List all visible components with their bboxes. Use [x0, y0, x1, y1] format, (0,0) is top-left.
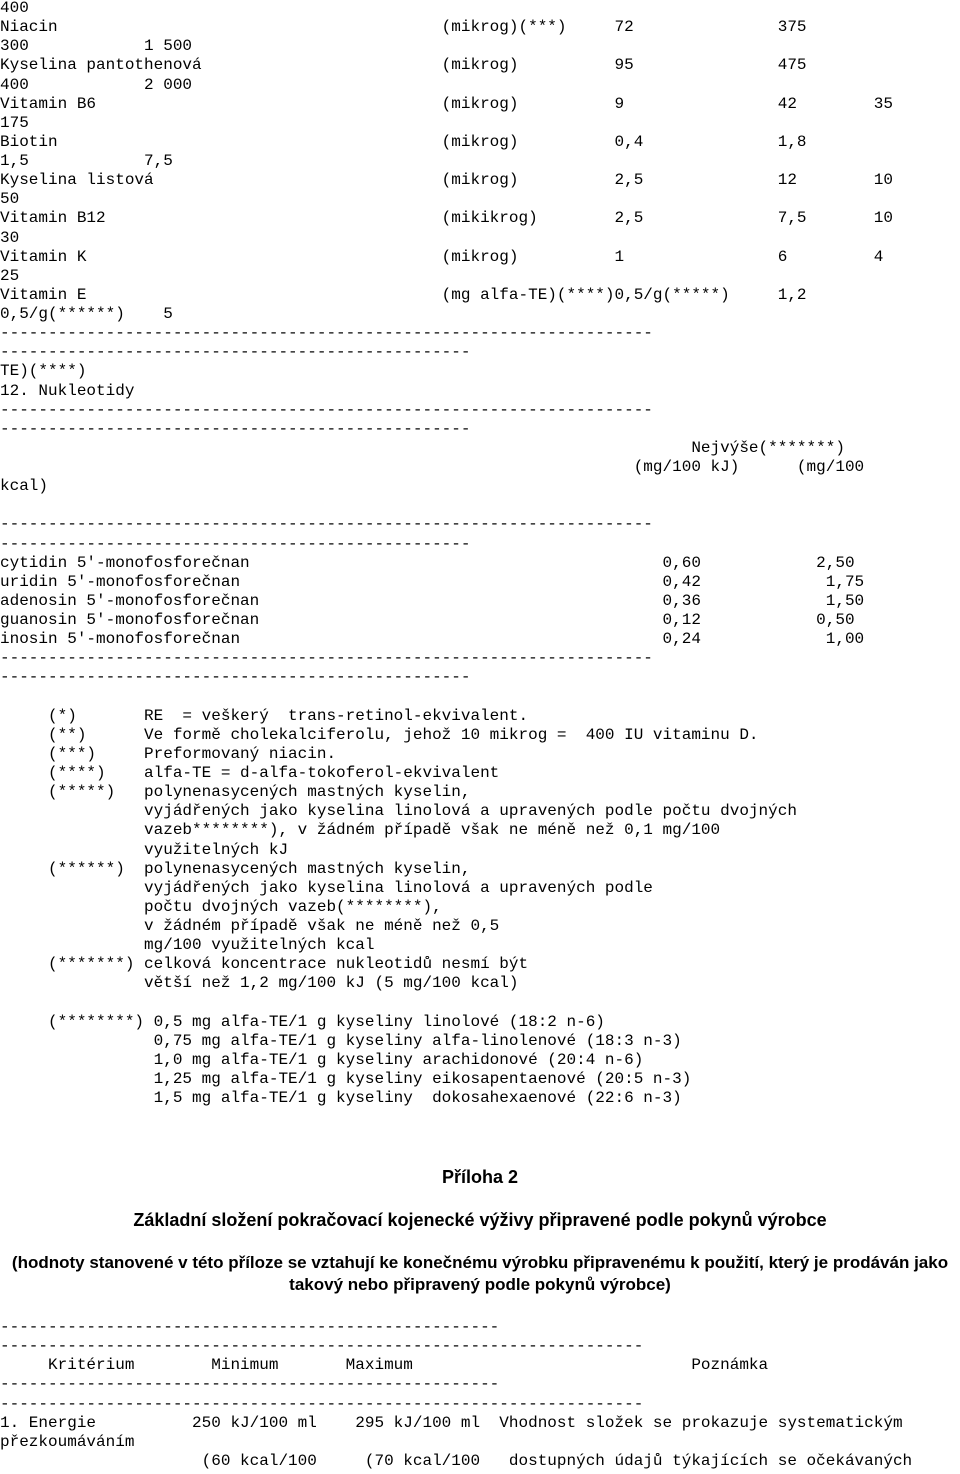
text-line: (***) Preformovaný niacin. [0, 744, 337, 763]
table-line: 1. Energie 250 kJ/100 ml 295 kJ/100 ml Vhodnost složek se prokazuje systematickým [0, 1413, 903, 1432]
text-line: 400 2 000 [0, 75, 193, 94]
criteria-table [0, 1318, 912, 1471]
text-line: (****) alfa-TE = d-alfa-tokoferol-ekvivalent [0, 764, 500, 782]
text-line: Nejvýše(*******) [0, 438, 845, 457]
text-line: vyjádřených jako kyselina linolová a upravených podle [0, 878, 653, 897]
text-line: 400 [0, 0, 29, 17]
text-line: (********) 0,5 mg alfa-TE/1 g kyseliny linolové (18:2 n-6) [0, 1012, 605, 1031]
text-line: mg/100 využitelných kcal [0, 936, 375, 955]
text-line: Vitamin B6 (mikrog) 9 42 35 [0, 94, 893, 113]
text-line: 25 [0, 266, 20, 285]
text-line: (**) Ve formě cholekalciferolu, jehož 10 mikrog = 400 IU vitaminu D. [0, 725, 759, 744]
text-line: 1,5 7,5 [0, 152, 173, 170]
text-line: Vitamin K (mikrog) 1 6 4 [0, 247, 884, 266]
text-line: větší než 1,2 mg/100 kJ (5 mg/100 kcal) [0, 974, 519, 993]
annex-scope-note: (hodnoty stanovené v této příloze se vztahují ke konečnému výrobku připravenému k použití, který je prodáván jako takový nebo připravený podle pokynů výrobce) [11, 1253, 949, 1294]
text-line: 30 [0, 228, 20, 247]
text-line: ------------------------------------------------- [0, 419, 471, 438]
text-line [0, 994, 893, 1013]
text-line: -------------------------------------------------------------------- [0, 649, 653, 668]
text-line: cytidin 5'-monofosforečnan 0,60 2,50 [0, 553, 855, 572]
text-line: (*******) celková koncentrace nukleotidů nesmí být [0, 955, 529, 974]
table-line: ---------------------------------------------------- [0, 1318, 500, 1336]
text-line: -------------------------------------------------------------------- [0, 400, 653, 419]
text-line: 300 1 500 [0, 37, 193, 56]
text-line: 12. Nukleotidy [0, 381, 135, 400]
text-line: Vitamin E (mg alfa-TE)(****)0,5/g(*****) 1,2 [0, 285, 807, 304]
text-line: počtu dvojných vazeb(********), [0, 897, 442, 916]
text-line: -------------------------------------------------------------------- [0, 515, 653, 534]
text-line: Kyselina pantothenová (mikrog) 95 475 [0, 56, 807, 75]
text-line: (******) polynenasycených mastných kyselin, [0, 859, 471, 878]
text-line: -------------------------------------------------------------------- [0, 324, 653, 343]
text-line: využitelných kJ [0, 840, 289, 859]
text-line: uridin 5'-monofosforečnan 0,42 1,75 [0, 572, 865, 591]
table-line: ---------------------------------------------------- [0, 1375, 500, 1394]
text-line: 50 [0, 190, 20, 209]
text-line: 1,5 mg alfa-TE/1 g kyseliny dokosahexaenové (22:6 n-3) [0, 1089, 682, 1108]
text-line: (*****) polynenasycených mastných kyselin, [0, 783, 471, 802]
text-line: Vitamin B12 (mikikrog) 2,5 7,5 10 [0, 209, 893, 228]
text-line [0, 688, 893, 707]
text-line: vyjádřených jako kyselina linolová a upravených podle počtu dvojných [0, 802, 797, 821]
table-line: ------------------------------------------------------------------- [0, 1337, 644, 1356]
text-line: adenosin 5'-monofosforečnan 0,36 1,50 [0, 591, 865, 610]
text-line: ------------------------------------------------- [0, 343, 471, 362]
text-line: ------------------------------------------------- [0, 668, 471, 687]
text-line: v žádném případě však ne méně než 0,5 [0, 917, 500, 935]
text-line: Kyselina listová (mikrog) 2,5 12 10 [0, 171, 893, 190]
text-line: 1,0 mg alfa-TE/1 g kyseliny arachidonové (20:4 n-6) [0, 1050, 644, 1069]
annex-title: Příloha 2 [441, 1167, 519, 1187]
text-line: Biotin (mikrog) 0,4 1,8 [0, 132, 807, 151]
text-line: 0,75 mg alfa-TE/1 g kyseliny alfa-linolenové (18:3 n-3) [0, 1031, 682, 1050]
text-line: 1,25 mg alfa-TE/1 g kyseliny eikosapentaenové (20:5 n-3) [0, 1070, 692, 1088]
annex-subtitle: Základní složení pokračovací kojenecké výživy připravené podle pokynů výrobce [133, 1210, 827, 1230]
text-line: kcal) [0, 477, 49, 496]
text-line: Niacin (mikrog)(***) 72 375 [0, 18, 807, 37]
text-line: ------------------------------------------------- [0, 534, 471, 553]
table-line: ------------------------------------------------------------------- [0, 1394, 644, 1413]
text-line: vazeb********), v žádném případě však ne méně než 0,1 mg/100 [0, 821, 721, 840]
text-line: 175 [0, 113, 29, 132]
table-line: Kritérium Minimum Maximum Poznámka [0, 1356, 769, 1375]
text-line [0, 496, 893, 515]
text-line: guanosin 5'-monofosforečnan 0,12 0,50 [0, 611, 855, 629]
text-line: 0,5/g(******) 5 [0, 305, 173, 323]
table-line: (60 kcal/100 (70 kcal/100 dostupných údajů týkajících se očekávaných [0, 1451, 913, 1470]
text-line: TE)(****) [0, 362, 87, 381]
text-line: (*) RE = veškerý trans-retinol-ekvivalent. [0, 706, 529, 725]
text-line: (mg/100 kJ) (mg/100 [0, 458, 865, 476]
text-line: inosin 5'-monofosforečnan 0,24 1,00 [0, 630, 865, 649]
table-line: přezkoumáváním [0, 1432, 135, 1451]
